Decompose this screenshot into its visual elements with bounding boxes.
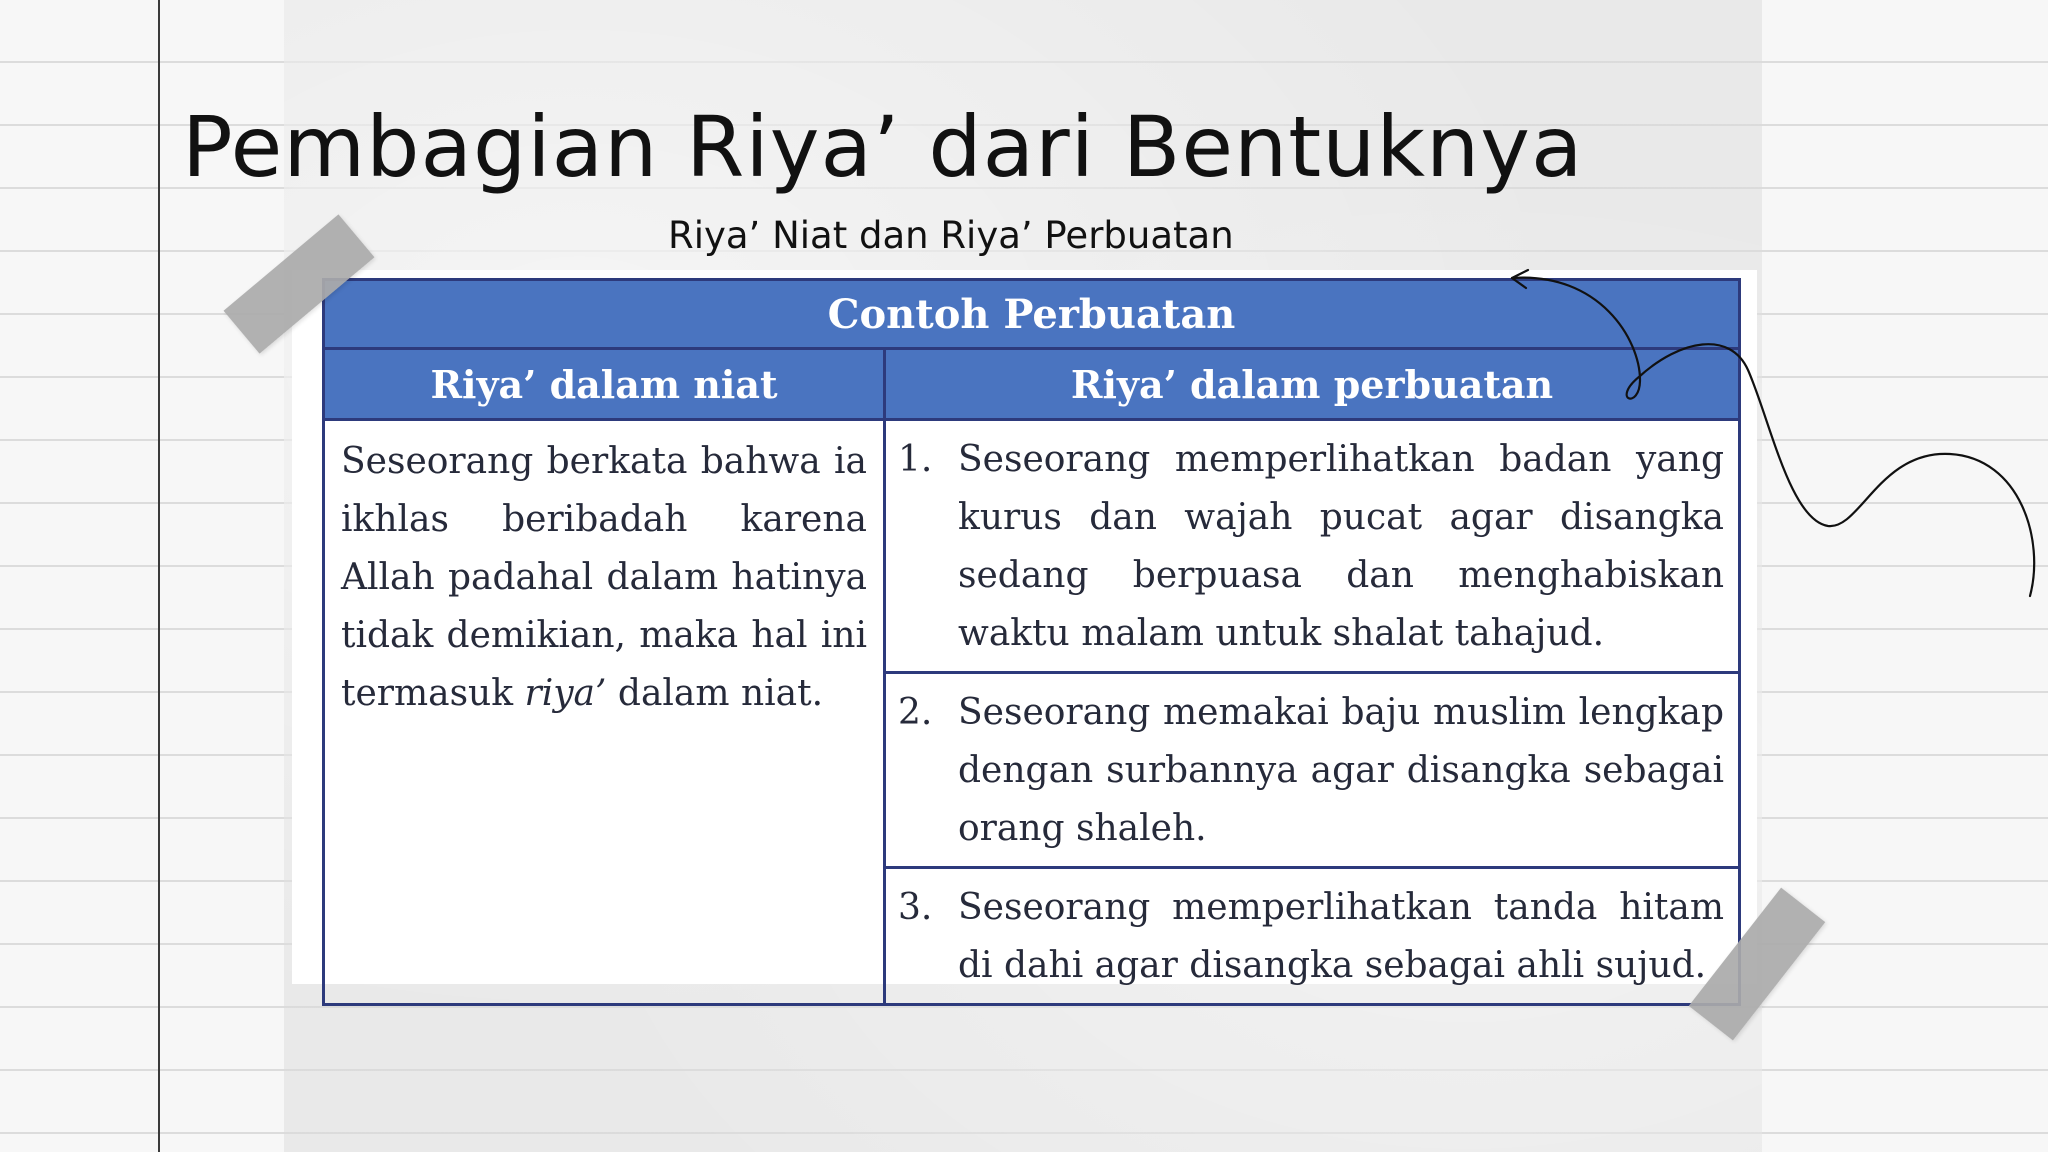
- item-text: Seseorang memperlihatkan tanda hitam di dahi agar disangka sebagai ahli sujud.: [958, 887, 1725, 986]
- perbuatan-item-1: [885, 420, 1740, 673]
- table-main-header: Contoh Perbuatan: [324, 280, 1740, 349]
- item-text: Seseorang memakai baju muslim lengkap dengan surbannya agar disangka sebagai orang shaleh.: [958, 692, 1725, 849]
- niat-text: Seseorang berkata bahwa ia ikhlas beribadah karena Allah padahal dalam hatinya tidak demikian, maka hal ini termasuk riya’ dalam niat.: [341, 441, 867, 714]
- slide-title: Pembagian Riya’ dari Bentuknya: [182, 98, 1584, 196]
- column-header-niat: Riya’ dalam niat: [324, 349, 885, 420]
- niat-description-cell: [324, 420, 885, 1005]
- column-header-perbuatan: Riya’ dalam perbuatan: [885, 349, 1740, 420]
- item-number: 2.: [898, 692, 933, 733]
- item-number: 1.: [898, 439, 933, 480]
- item-text: Seseorang memperlihatkan badan yang kurus dan wajah pucat agar disangka sedang berpuasa dan menghabiskan waktu malam untuk shalat tahajud.: [958, 439, 1725, 654]
- perbuatan-item-2: [885, 673, 1740, 868]
- table-image-card: [292, 270, 1757, 984]
- notebook-margin-line: [158, 0, 160, 1152]
- item-number: 3.: [898, 887, 933, 928]
- perbuatan-item-3: [885, 868, 1740, 1005]
- contoh-perbuatan-table: [322, 278, 1741, 1006]
- slide-subtitle: Riya’ Niat dan Riya’ Perbuatan: [668, 214, 1234, 257]
